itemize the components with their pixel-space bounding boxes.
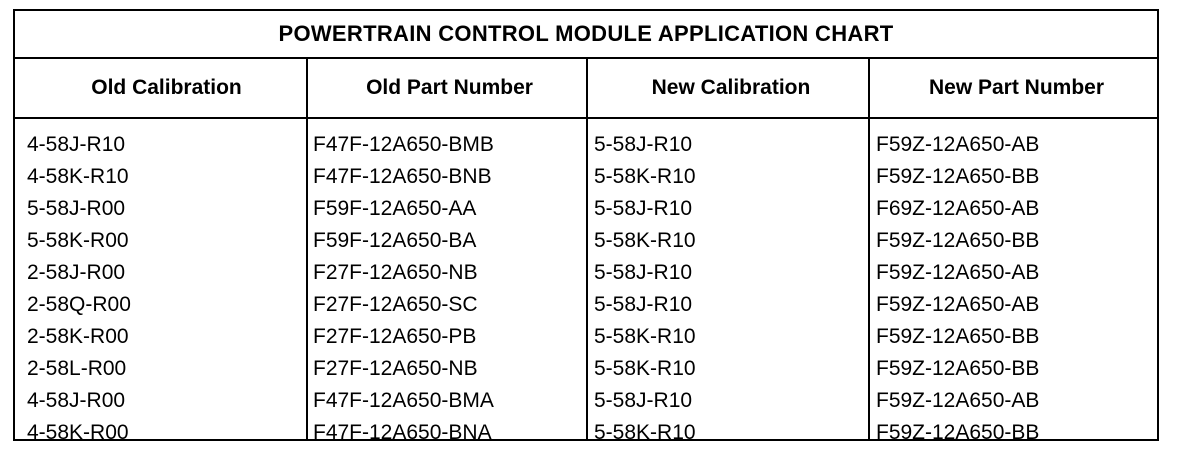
table-cell: 5-58J-R10: [594, 197, 693, 220]
table-cell: 2-58J-R00: [27, 261, 126, 284]
table-cell: F47F-12A650-BMB: [313, 133, 494, 156]
table-cell: 4-58K-R10: [27, 165, 129, 188]
table-cell: F27F-12A650-NB: [313, 357, 478, 380]
table-cell: F27F-12A650-NB: [313, 261, 478, 284]
table-cell: 5-58K-R10: [594, 229, 696, 252]
table-body: [15, 119, 1157, 444]
chart-title: POWERTRAIN CONTROL MODULE APPLICATION CHART: [15, 11, 1157, 59]
table-cell: F27F-12A650-SC: [313, 293, 478, 316]
header-old-calibration: Old Calibration: [91, 76, 242, 99]
table-cell: 4-58J-R00: [27, 389, 126, 412]
table-cell: F47F-12A650-BMA: [313, 389, 494, 412]
column-new-calibration: [586, 119, 868, 444]
table-cell: F59F-12A650-BA: [313, 229, 477, 252]
table-cell: F59Z-12A650-AB: [876, 261, 1040, 284]
application-chart: [13, 9, 1159, 444]
table-cell: F59Z-12A650-AB: [876, 133, 1040, 156]
table-cell: F59Z-12A650-BB: [876, 165, 1040, 188]
table-cell: 5-58K-R10: [594, 357, 696, 380]
table-cell: 5-58K-R10: [594, 325, 696, 348]
table-cell: F59Z-12A650-BB: [876, 357, 1040, 380]
table-cell: 5-58K-R10: [594, 421, 696, 444]
table-cell: 2-58L-R00: [27, 357, 127, 380]
table-cell: F27F-12A650-PB: [313, 325, 477, 348]
table-cell: F59Z-12A650-BB: [876, 229, 1040, 252]
header-old-part-number: Old Part Number: [306, 59, 586, 117]
header-row: [15, 59, 1157, 119]
table-cell: F59Z-12A650-BB: [876, 325, 1040, 348]
table-cell: 4-58K-R00: [27, 421, 129, 444]
table-cell: F59Z-12A650-AB: [876, 389, 1040, 412]
column-old-part-number: [306, 119, 586, 444]
table-cell: F59F-12A650-AA: [313, 197, 477, 220]
table-cell: 5-58J-R10: [594, 261, 693, 284]
table-cell: 5-58J-R10: [594, 389, 693, 412]
column-old-calibration: [15, 119, 306, 444]
table-cell: 4-58J-R10: [27, 133, 126, 156]
header-new-part-number: New Part Number: [868, 59, 1157, 117]
table-cell: 2-58Q-R00: [27, 293, 131, 316]
header-new-calibration: New Calibration: [586, 59, 868, 117]
table-cell: 5-58J-R10: [594, 133, 693, 156]
table-cell: F59Z-12A650-BB: [876, 421, 1040, 444]
table-cell: 2-58K-R00: [27, 325, 129, 348]
table-cell: F59Z-12A650-AB: [876, 293, 1040, 316]
table-cell: 5-58J-R00: [27, 197, 126, 220]
table-cell: F47F-12A650-BNA: [313, 421, 492, 444]
table-cell: F47F-12A650-BNB: [313, 165, 492, 188]
table-cell: 5-58K-R10: [594, 165, 696, 188]
table-cell: 5-58J-R10: [594, 293, 693, 316]
table-cell: F69Z-12A650-AB: [876, 197, 1040, 220]
table-cell: 5-58K-R00: [27, 229, 129, 252]
column-new-part-number: [868, 119, 1157, 444]
